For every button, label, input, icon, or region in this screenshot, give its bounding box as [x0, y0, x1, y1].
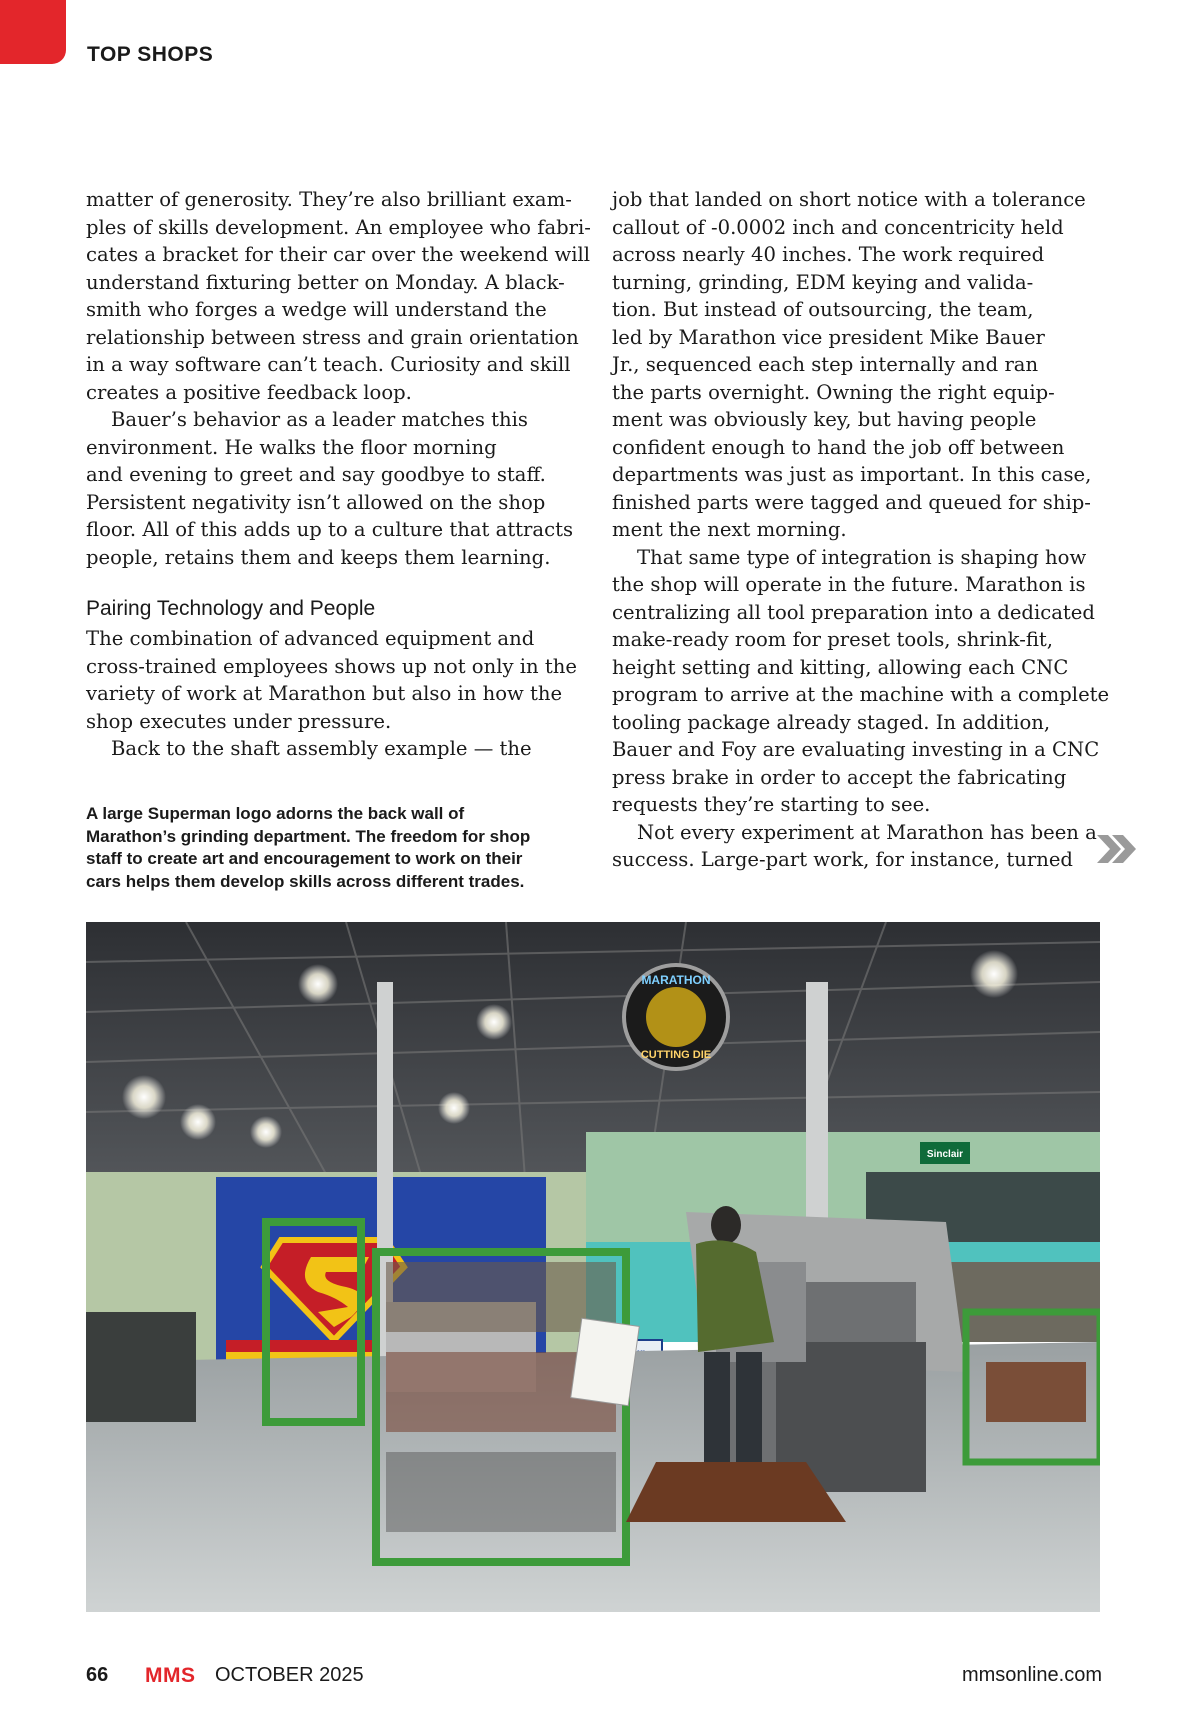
text-line: height setting and kitting, allowing each CNC: [612, 655, 1069, 679]
caption-line: Marathon’s grinding department. The freedom for shop: [86, 826, 531, 846]
text-line: cates a bracket for their car over the weekend will: [86, 243, 591, 266]
text-line: matter of generosity. They’re also brilliant exam-: [86, 188, 572, 211]
text-line: understand fixturing better on Monday. A black-: [86, 270, 565, 294]
text-line: ment was obviously key, but having people: [612, 408, 1037, 431]
text-line: Not every experiment at Marathon has been a: [637, 820, 1097, 844]
text-line: departments was just as important. In this case,: [612, 463, 1092, 486]
text-line: across nearly 40 inches. The work required: [612, 243, 1045, 266]
text-line: requests they’re starting to see.: [612, 793, 931, 816]
text-line: ment the next morning.: [612, 518, 847, 541]
sinclair-text: Sinclair: [926, 1149, 964, 1160]
text-line: The combination of advanced equipment and: [86, 627, 535, 650]
text-line: environment. He walks the floor morning: [86, 435, 497, 459]
text-line: tooling package already staged. In addition,: [612, 710, 1051, 734]
caption-line: staff to create art and encouragement to work on their: [86, 849, 523, 868]
article-column-right: [612, 186, 1110, 874]
text-line: make-ready room for preset tools, shrink-fit,: [612, 628, 1053, 651]
text-line: callout of -0.0002 inch and concentricity held: [612, 215, 1064, 239]
text-line: and evening to greet and say goodbye to staff.: [86, 463, 546, 486]
text-line: program to arrive at the machine with a complete: [612, 683, 1110, 706]
text-line: Persistent negativity isn’t allowed on the shop: [86, 490, 546, 514]
text-line: people, retains them and keeps them learning.: [86, 545, 551, 569]
subheading: Pairing Technology and People: [86, 597, 376, 620]
website-url: mmsonline.com: [961, 1664, 1102, 1686]
text-line: variety of work at Marathon but also in how the: [86, 682, 563, 705]
caption-line: cars helps them develop skills across different trades.: [86, 871, 525, 891]
text-line: finished parts were tagged and queued for ship-: [612, 490, 1091, 514]
sign-top-text: MARATHON: [641, 973, 711, 987]
text-line: Bauer and Foy are evaluating investing in a CNC: [612, 738, 1100, 761]
sign-bottom-text: CUTTING DIE: [640, 1049, 712, 1061]
text-line: Back to the shaft assembly example — the: [111, 737, 532, 760]
magazine-brand: MMS: [145, 1664, 196, 1687]
caption-line: A large Superman logo adorns the back wall of: [86, 804, 465, 823]
text-line: Jr., sequenced each step internally and ran: [612, 353, 1039, 376]
text-line: in a way software can’t teach. Curiosity and skill: [86, 353, 571, 376]
photo-caption: [86, 803, 576, 893]
text-line: Bauer’s behavior as a leader matches this: [111, 408, 528, 431]
text-line: creates a positive feedback loop.: [86, 380, 412, 404]
page-number: 66: [86, 1664, 109, 1686]
section-label: TOP SHOPS: [87, 43, 214, 66]
text-line: led by Marathon vice president Mike Bauer: [612, 325, 1045, 349]
article-column-left-continued: [86, 625, 577, 763]
text-line: the parts overnight. Owning the right equip-: [612, 380, 1055, 404]
text-line: floor. All of this adds up to a culture that attracts: [86, 518, 574, 541]
issue-date: OCTOBER 2025: [215, 1664, 364, 1686]
text-line: tion. But instead of outsourcing, the team,: [612, 298, 1034, 321]
double-chevron-right-icon: [1094, 831, 1138, 867]
text-line: cross-trained employees shows up not only in the: [86, 654, 577, 678]
text-line: smith who forges a wedge will understand the: [86, 298, 547, 321]
text-line: success. Large-part work, for instance, turned: [612, 848, 1073, 871]
text-line: That same type of integration is shaping how: [637, 545, 1087, 569]
marathon-sign: [624, 965, 728, 1069]
text-line: centralizing all tool preparation into a dedicated: [612, 600, 1095, 624]
section-tab: [0, 0, 66, 64]
text-line: ples of skills development. An employee who fabri-: [86, 215, 591, 239]
text-line: turning, grinding, EDM keying and valida-: [612, 270, 1034, 294]
article-column-left: [86, 186, 591, 571]
text-line: press brake in order to accept the fabricating: [612, 765, 1067, 789]
text-line: relationship between stress and grain orientation: [86, 325, 579, 349]
text-line: confident enough to hand the job off between: [612, 435, 1065, 459]
text-line: job that landed on short notice with a tolerance: [612, 188, 1086, 211]
text-line: the shop will operate in the future. Marathon is: [612, 573, 1086, 596]
text-line: shop executes under pressure.: [86, 709, 392, 733]
shop-floor-photo: [86, 922, 1100, 1612]
